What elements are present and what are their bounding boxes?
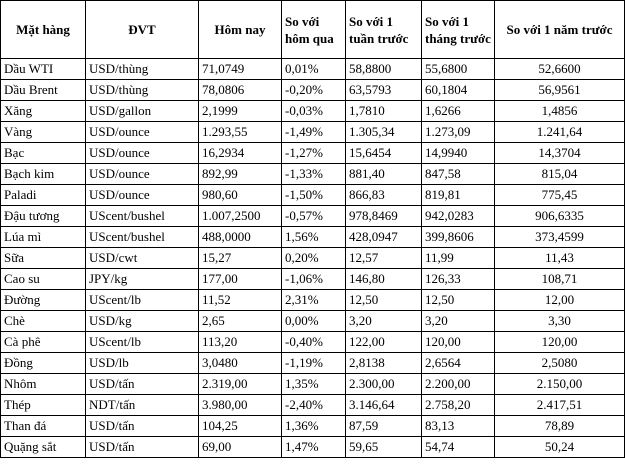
cell-item: Than đá <box>1 416 86 437</box>
cell-today: 15,27 <box>199 248 282 269</box>
table-row <box>1 227 625 248</box>
table-row <box>1 269 625 290</box>
table-row <box>1 143 625 164</box>
cell-item: Dầu Brent <box>1 80 86 101</box>
cell-vs-1-year: 12,00 <box>495 290 625 311</box>
table-row <box>1 332 625 353</box>
cell-vs-1-week: 58,8800 <box>346 59 422 80</box>
table-row <box>1 122 625 143</box>
cell-item: Thép <box>1 395 86 416</box>
cell-vs-yesterday: -0,57% <box>282 206 346 227</box>
cell-vs-1-year: 120,00 <box>495 332 625 353</box>
table-row <box>1 80 625 101</box>
cell-unit: USD/tấn <box>86 437 199 458</box>
cell-vs-1-month: 54,74 <box>422 437 495 458</box>
cell-vs-1-week: 1,7810 <box>346 101 422 122</box>
cell-vs-1-week: 866,83 <box>346 185 422 206</box>
cell-unit: USD/ounce <box>86 164 199 185</box>
cell-vs-yesterday: 0,00% <box>282 311 346 332</box>
header-unit: ĐVT <box>86 1 199 59</box>
cell-vs-1-week: 87,59 <box>346 416 422 437</box>
cell-vs-1-year: 52,6600 <box>495 59 625 80</box>
cell-vs-1-year: 78,89 <box>495 416 625 437</box>
header-vs-1-month: So với 1 tháng trước <box>422 1 495 59</box>
cell-unit: USD/lb <box>86 353 199 374</box>
cell-vs-1-month: 847,58 <box>422 164 495 185</box>
cell-vs-1-week: 146,80 <box>346 269 422 290</box>
cell-vs-yesterday: 1,56% <box>282 227 346 248</box>
cell-vs-1-week: 12,50 <box>346 290 422 311</box>
cell-vs-1-week: 1.305,34 <box>346 122 422 143</box>
cell-vs-1-month: 1,6266 <box>422 101 495 122</box>
header-item: Mặt hàng <box>1 1 86 59</box>
cell-today: 980,60 <box>199 185 282 206</box>
header-row <box>1 1 625 59</box>
cell-unit: USD/ounce <box>86 185 199 206</box>
cell-vs-1-month: 3,20 <box>422 311 495 332</box>
table-row <box>1 311 625 332</box>
cell-vs-yesterday: -0,40% <box>282 332 346 353</box>
cell-vs-1-week: 2.300,00 <box>346 374 422 395</box>
table-row <box>1 290 625 311</box>
cell-vs-1-week: 122,00 <box>346 332 422 353</box>
cell-vs-1-year: 14,3704 <box>495 143 625 164</box>
cell-vs-1-month: 12,50 <box>422 290 495 311</box>
cell-today: 3,0480 <box>199 353 282 374</box>
cell-unit: UScent/lb <box>86 290 199 311</box>
cell-vs-1-year: 50,24 <box>495 437 625 458</box>
cell-unit: USD/gallon <box>86 101 199 122</box>
cell-unit: UScent/bushel <box>86 227 199 248</box>
cell-today: 113,20 <box>199 332 282 353</box>
cell-vs-1-month: 55,6800 <box>422 59 495 80</box>
cell-today: 104,25 <box>199 416 282 437</box>
cell-today: 1.007,2500 <box>199 206 282 227</box>
table-row <box>1 374 625 395</box>
cell-vs-1-year: 815,04 <box>495 164 625 185</box>
cell-vs-yesterday: 2,31% <box>282 290 346 311</box>
cell-item: Lúa mì <box>1 227 86 248</box>
cell-vs-yesterday: -1,49% <box>282 122 346 143</box>
cell-vs-1-week: 15,6454 <box>346 143 422 164</box>
cell-item: Paladi <box>1 185 86 206</box>
cell-vs-1-month: 11,99 <box>422 248 495 269</box>
cell-vs-1-month: 2,6564 <box>422 353 495 374</box>
cell-item: Xăng <box>1 101 86 122</box>
table-row <box>1 353 625 374</box>
table-row <box>1 185 625 206</box>
cell-vs-yesterday: -0,03% <box>282 101 346 122</box>
cell-today: 892,99 <box>199 164 282 185</box>
cell-vs-1-week: 428,0947 <box>346 227 422 248</box>
cell-unit: USD/thùng <box>86 80 199 101</box>
cell-unit: UScent/lb <box>86 332 199 353</box>
cell-unit: USD/cwt <box>86 248 199 269</box>
cell-today: 2.319,00 <box>199 374 282 395</box>
cell-vs-1-week: 3,20 <box>346 311 422 332</box>
cell-today: 69,00 <box>199 437 282 458</box>
cell-unit: UScent/bushel <box>86 206 199 227</box>
cell-vs-yesterday: -1,27% <box>282 143 346 164</box>
cell-item: Chè <box>1 311 86 332</box>
table-row <box>1 248 625 269</box>
table-row <box>1 164 625 185</box>
cell-vs-1-month: 2.758,20 <box>422 395 495 416</box>
cell-vs-1-year: 2,5080 <box>495 353 625 374</box>
table-row <box>1 59 625 80</box>
cell-item: Đồng <box>1 353 86 374</box>
cell-unit: USD/tấn <box>86 416 199 437</box>
cell-today: 71,0749 <box>199 59 282 80</box>
cell-vs-yesterday: 0,01% <box>282 59 346 80</box>
cell-vs-yesterday: -1,50% <box>282 185 346 206</box>
cell-item: Đường <box>1 290 86 311</box>
cell-item: Cao su <box>1 269 86 290</box>
cell-vs-1-month: 819,81 <box>422 185 495 206</box>
cell-vs-1-year: 1.241,64 <box>495 122 625 143</box>
cell-vs-1-month: 399,8606 <box>422 227 495 248</box>
table-row <box>1 206 625 227</box>
cell-vs-1-year: 373,4599 <box>495 227 625 248</box>
cell-vs-1-month: 60,1804 <box>422 80 495 101</box>
cell-unit: USD/ounce <box>86 122 199 143</box>
cell-vs-1-week: 881,40 <box>346 164 422 185</box>
cell-today: 16,2934 <box>199 143 282 164</box>
header-vs-1-week: So với 1 tuần trước <box>346 1 422 59</box>
cell-vs-1-year: 2.150,00 <box>495 374 625 395</box>
cell-vs-1-year: 108,71 <box>495 269 625 290</box>
cell-unit: USD/kg <box>86 311 199 332</box>
cell-unit: USD/tấn <box>86 374 199 395</box>
cell-item: Dầu WTI <box>1 59 86 80</box>
cell-vs-1-week: 3.146,64 <box>346 395 422 416</box>
header-vs-yesterday: So với hôm qua <box>282 1 346 59</box>
table-body <box>1 59 625 458</box>
cell-vs-1-week: 2,8138 <box>346 353 422 374</box>
cell-vs-yesterday: -1,06% <box>282 269 346 290</box>
cell-vs-1-year: 775,45 <box>495 185 625 206</box>
cell-vs-1-month: 126,33 <box>422 269 495 290</box>
cell-today: 488,0000 <box>199 227 282 248</box>
cell-vs-1-week: 59,65 <box>346 437 422 458</box>
cell-today: 11,52 <box>199 290 282 311</box>
header-today: Hôm nay <box>199 1 282 59</box>
cell-vs-1-month: 14,9940 <box>422 143 495 164</box>
cell-vs-1-week: 978,8469 <box>346 206 422 227</box>
cell-vs-1-year: 1,4856 <box>495 101 625 122</box>
cell-vs-1-month: 83,13 <box>422 416 495 437</box>
cell-vs-1-year: 3,30 <box>495 311 625 332</box>
cell-today: 177,00 <box>199 269 282 290</box>
header-vs-1-year: So với 1 năm trước <box>495 1 625 59</box>
cell-today: 2,1999 <box>199 101 282 122</box>
cell-today: 1.293,55 <box>199 122 282 143</box>
cell-vs-yesterday: 1,47% <box>282 437 346 458</box>
table-row <box>1 101 625 122</box>
table-header <box>1 1 625 59</box>
table-row <box>1 395 625 416</box>
cell-unit: USD/ounce <box>86 143 199 164</box>
cell-vs-yesterday: -2,40% <box>282 395 346 416</box>
cell-unit: NDT/tấn <box>86 395 199 416</box>
cell-today: 78,0806 <box>199 80 282 101</box>
cell-vs-yesterday: -1,19% <box>282 353 346 374</box>
table-row <box>1 416 625 437</box>
cell-unit: JPY/kg <box>86 269 199 290</box>
cell-item: Vàng <box>1 122 86 143</box>
cell-vs-1-month: 2.200,00 <box>422 374 495 395</box>
cell-today: 2,65 <box>199 311 282 332</box>
cell-vs-yesterday: -0,20% <box>282 80 346 101</box>
cell-vs-yesterday: -1,33% <box>282 164 346 185</box>
cell-item: Đậu tương <box>1 206 86 227</box>
cell-vs-1-month: 1.273,09 <box>422 122 495 143</box>
cell-unit: USD/thùng <box>86 59 199 80</box>
cell-item: Sữa <box>1 248 86 269</box>
cell-vs-yesterday: 1,36% <box>282 416 346 437</box>
cell-item: Bạch kim <box>1 164 86 185</box>
cell-vs-1-year: 2.417,51 <box>495 395 625 416</box>
cell-item: Bạc <box>1 143 86 164</box>
cell-vs-1-month: 120,00 <box>422 332 495 353</box>
cell-item: Cà phê <box>1 332 86 353</box>
cell-vs-1-month: 942,0283 <box>422 206 495 227</box>
cell-today: 3.980,00 <box>199 395 282 416</box>
cell-vs-1-year: 11,43 <box>495 248 625 269</box>
cell-vs-1-week: 63,5793 <box>346 80 422 101</box>
cell-item: Nhôm <box>1 374 86 395</box>
table-row <box>1 437 625 458</box>
cell-vs-1-week: 12,57 <box>346 248 422 269</box>
cell-vs-yesterday: 1,35% <box>282 374 346 395</box>
cell-item: Quặng sắt <box>1 437 86 458</box>
cell-vs-1-year: 906,6335 <box>495 206 625 227</box>
cell-vs-yesterday: 0,20% <box>282 248 346 269</box>
cell-vs-1-year: 56,9561 <box>495 80 625 101</box>
